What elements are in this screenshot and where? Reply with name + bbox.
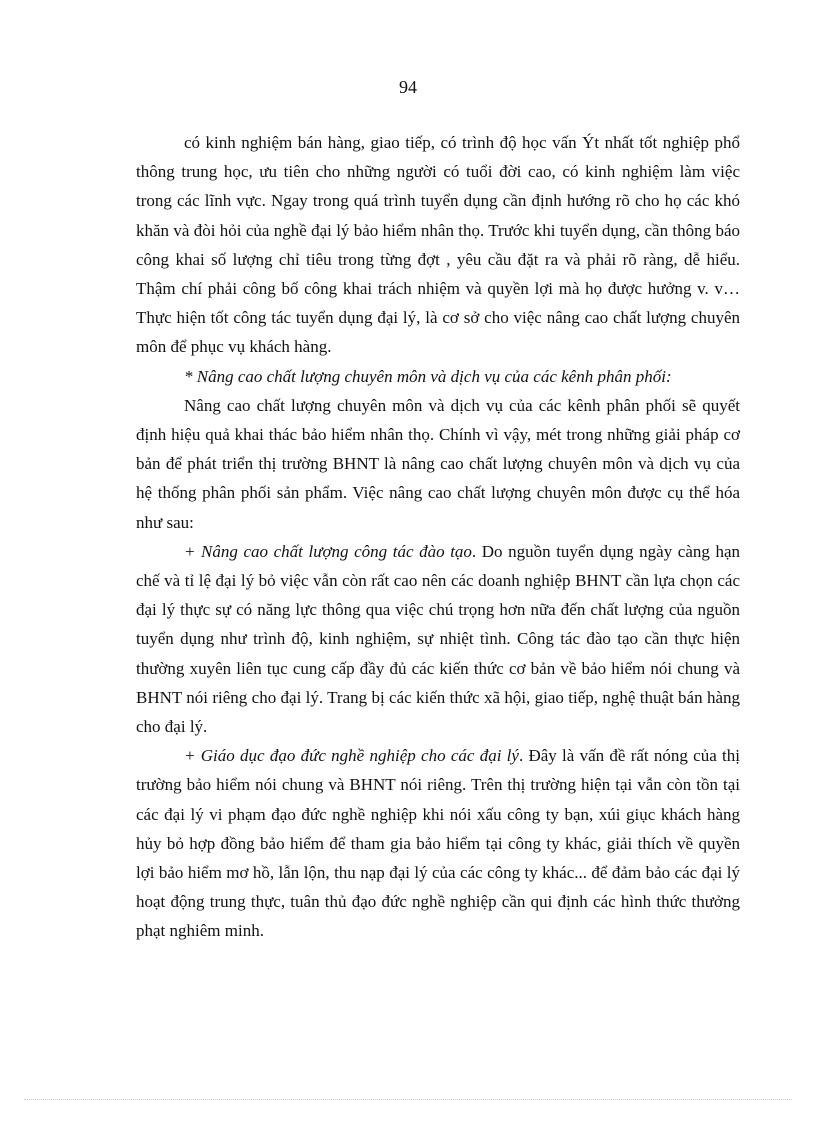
section-heading-quality: * Nâng cao chất lượng chuyên môn và dịch vụ của các kênh phân phối: [184, 366, 672, 386]
footer-divider [24, 1099, 792, 1100]
paragraph-training [136, 537, 740, 741]
paragraph-ethics [136, 741, 740, 945]
ethics-lead: + Giáo dục đạo đức nghề nghiệp cho các đại lý [184, 746, 519, 766]
page-number: 94 [399, 77, 417, 97]
document-body [136, 128, 740, 946]
paragraph-quality-intro: Nâng cao chất lượng chuyên môn và dịch vụ của các kênh phân phối sẽ quyết định hiệu quả khai thác bảo hiểm nhân thọ. Chính vì vậy, mét trong những giải pháp cơ bản để phát triển thị trường BHNT là nâng cao chất lượng chuyên môn và dịch vụ của hệ thống phân phối sản phẩm. Việc nâng cao chất lượng chuyên môn được cụ thể hóa như sau: [136, 395, 740, 532]
paragraph-recruitment: có kinh nghiệm bán hàng, giao tiếp, có trình độ học vấn Ýt nhất tốt nghiệp phổ thông trung học, ưu tiên cho những người có tuổi đời cao, có kinh nghiệm làm việc trong các lĩnh vực. Ngay trong quá trình tuyển dụng cần định hướng rõ cho họ các khó khăn và đòi hỏi của nghề đại lý bảo hiểm nhân thọ. Trước khi tuyển dụng, cần thông báo công khai số lượng chỉ tiêu trong từng đợt , yêu cầu đặt ra và phải rõ ràng, dễ hiểu. Thậm chí phải công bố công khai trách nhiệm và quyền lợi mà họ được hưởng v. v…Thực hiện tốt công tác tuyển dụng đại lý, là cơ sở cho việc nâng cao chất lượng chuyên môn để phục vụ khách hàng. [136, 133, 740, 357]
training-lead: + Nâng cao chất lượng công tác đào tạo [184, 541, 472, 561]
training-body: . Do nguồn tuyển dụng ngày càng hạn chế và tỉ lệ đại lý bỏ việc vẫn còn rất cao nên các doanh nghiệp BHNT cần lựa chọn các đại lý thực sự có năng lực thông qua việc chú trọng hơn nữa đến chất lượng của nguồn tuyển dụng như trình độ, kinh nghiệm, sự nhiệt tình. Công tác đào tạo cần thực hiện thường xuyên liên tục cung cấp đầy đủ các kiến thức cơ bản về bảo hiểm nói chung và BHNT nói riêng cho đại lý. Trang bị các kiến thức xã hội, giao tiếp, nghệ thuật bán hàng cho đại lý. [136, 541, 740, 737]
ethics-body: . Đây là vấn đề rất nóng của thị trường bảo hiểm nói chung và BHNT nói riêng. Trên thị trường hiện tại vẫn còn tồn tại các đại lý vi phạm đạo đức nghề nghiệp khi nói xấu công ty bạn, xúi giục khách hàng hủy bỏ hợp đồng bảo hiểm để tham gia bảo hiểm tại công ty khác, giải thích về quyền lợi bảo hiểm mơ hồ, lẫn lộn, thu nạp đại lý của các công ty khác... để đảm bảo các đại lý hoạt động trung thực, tuân thủ đạo đức nghề nghiệp cần qui định các hình thức thưởng phạt nghiêm minh. [136, 746, 740, 941]
